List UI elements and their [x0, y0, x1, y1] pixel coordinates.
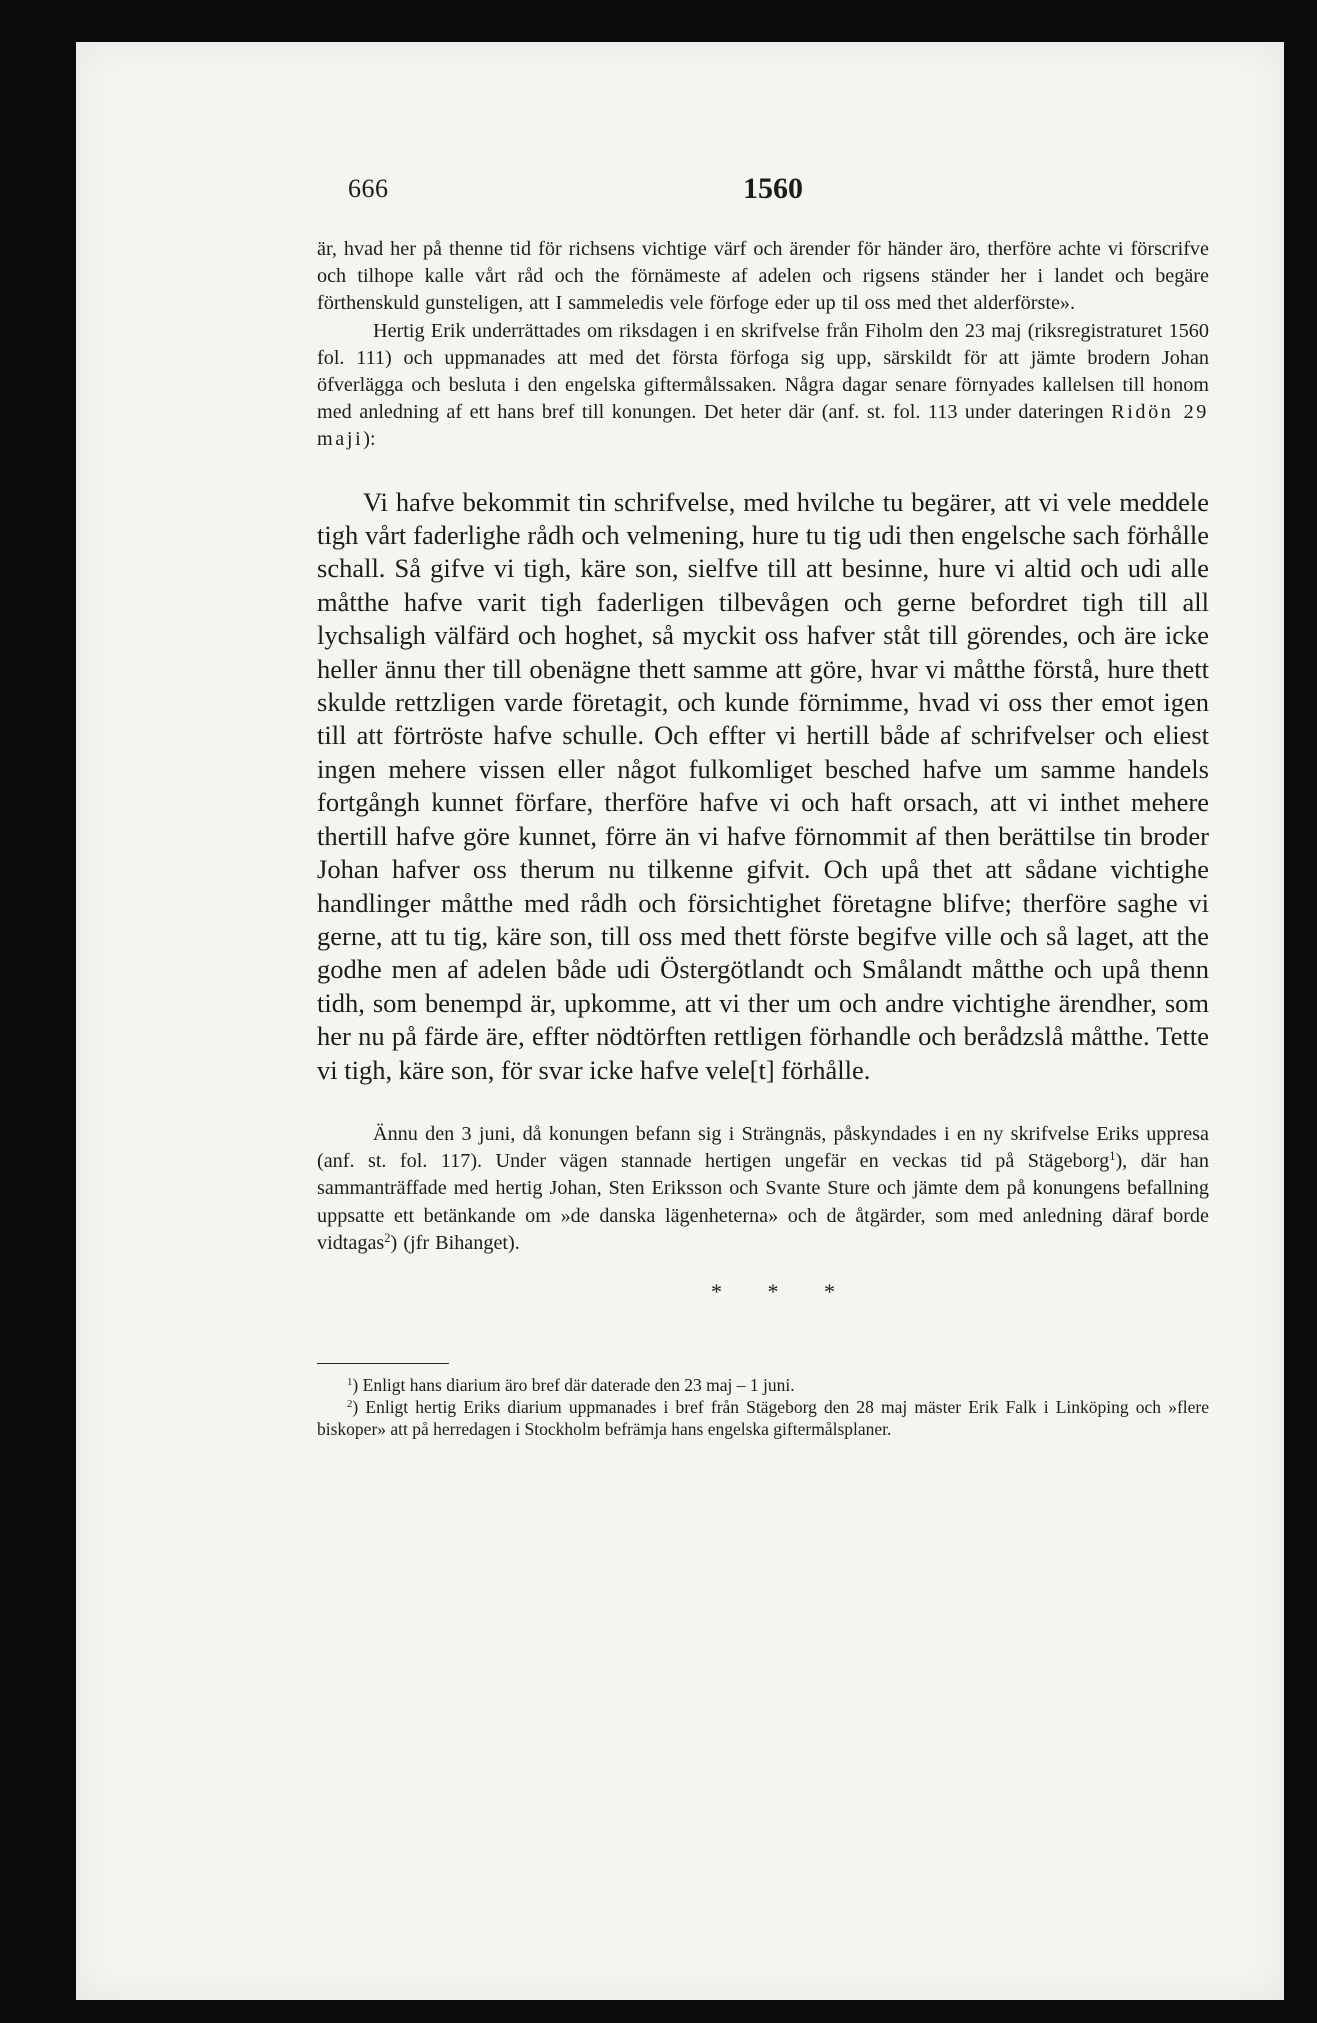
spaced-dateline: Ridön 29 maji — [317, 401, 1209, 451]
paragraph-text: ): — [363, 428, 376, 451]
footnote-text: ) Enligt hans diarium äro bref där daterade den 23 maj – 1 juni. — [352, 1374, 795, 1395]
section-asterisks: * * * — [711, 1278, 855, 1304]
footnote-mark: 2 — [347, 1398, 353, 1410]
paragraph-text: ) (jfr Bihanget). — [390, 1231, 520, 1254]
footnote-2 — [317, 1396, 1209, 1440]
block-quote-letter: Vi hafve bekommit tin schrifvelse, med hvilche tu begärer, att vi vele meddele tigh vårt faderlighe rådh och velmening, hure tu tig udi then engelsche sach förhålle schall. Så gifve vi tigh, käre son, sielfve till att besinne, hure vi altid och udi alle måtthe hafve varit tigh faderligen tilbevågen och gerne befordret tigh till all lychsaligh välfärd och hoghet, så myckit oss hafver ståt till görendes, och äre icke heller ännu ther till obenägne thett samme att göre, hvar vi måtthe förstå, hure thett skulde rettzligen varde företagit, och kunde förnimme, hvad vi oss ther emot igen till att förtröste hafve schulle. Och effter vi hertill både af schrifvelser och eliest ingen mehere vissen eller något fulkomliget besched hafve um samme handels fortgångh kunnet förfare, therföre hafve vi och haft orsach, att vi inthet mehere thertill hafve göre kunnet, förre än vi hafve förnommit af then berättilse tin broder Johan hafver oss therum nu tilkenne gifvit. Och upå thet att sådane vichtighe handlinger måtthe med rådh och försichtighet företagne blifve; therföre saghe vi gerne, att tu tig, käre son, till oss med thett förste begifve ville och så laget, att the godhe men af adelen både udi Östergötlandt och Smålandt måtthe och upå thenn tidh, som benempd är, upkomme, att vi ther um och andre vichtighe ärendher, som her nu på färde äre, effter nödtörften rettligen förhandle och berådzslå måtthe. Tette vi tigh, käre son, för svar icke hafve vele[t] förhålle. — [317, 486, 1209, 1085]
paragraph-text: Ännu den 3 juni, då konungen befann sig i Strängnäs, påskyndades i en ny skrifvelse Eriks uppresa (anf. st. fol. 117). Under vägen stannade hertigen ungefär en veckas tid på Stägeborg — [317, 1122, 1209, 1173]
paragraph-hertig-erik — [317, 318, 1209, 454]
paragraph-annu-den — [317, 1121, 1209, 1257]
footnote-ref-1: 1 — [1109, 1149, 1116, 1164]
paragraph-opening-quote-end: är, hvad her på thenne tid för richsens vichtige värf och ärender för händer äro, therföre achte vi förscrifve och tilhope kalle vårt råd och the förnämeste af adelen och rigsens ständer her i landet och begäre förthenskuld gunsteligen, att I sammeledis vele förfoge eder up til oss med thet alderförste». — [317, 238, 1209, 315]
footnote-text: ) Enligt hertig Eriks diarium uppmanades i bref från Stägeborg den 28 maj mäster Erik Falk i Linköping och »flere biskoper» att på herredagen i Stockholm befrämja hans engelska giftermålsplaner. — [317, 1396, 1209, 1439]
page-number: 666 — [348, 174, 389, 203]
footnote-1 — [317, 1374, 1209, 1396]
year-heading: 1560 — [743, 172, 803, 205]
paragraph-text: ), där han sammanträffade med hertig Johan, Sten Eriksson och Svante Sture och jämte dem på konungens befallning uppsatte ett betänkande om »de danska lägenheterna» och de åtgärder, som med anledning däraf borde vidtagas — [317, 1150, 1209, 1254]
footnote-mark: 1 — [347, 1376, 353, 1388]
running-head — [274, 166, 914, 206]
paragraph-text: Hertig Erik underrättades om riksdagen i en skrifvelse från Fiholm den 23 maj (riksregistraturet 1560 fol. 111) och uppmanades att med det första förfoga sig upp, särskildt för att jämte brodern Johan öfverlägga och besluta i den engelska giftermålssaken. Några dagar senare förnyades kallelsen till honom med anledning af ett hans bref till konungen. Det heter där (anf. st. fol. 113 under dateringen — [317, 319, 1209, 424]
text-column — [317, 236, 1209, 1440]
footnote-ref-2: 2 — [384, 1230, 391, 1245]
footnote-divider — [317, 1363, 449, 1364]
